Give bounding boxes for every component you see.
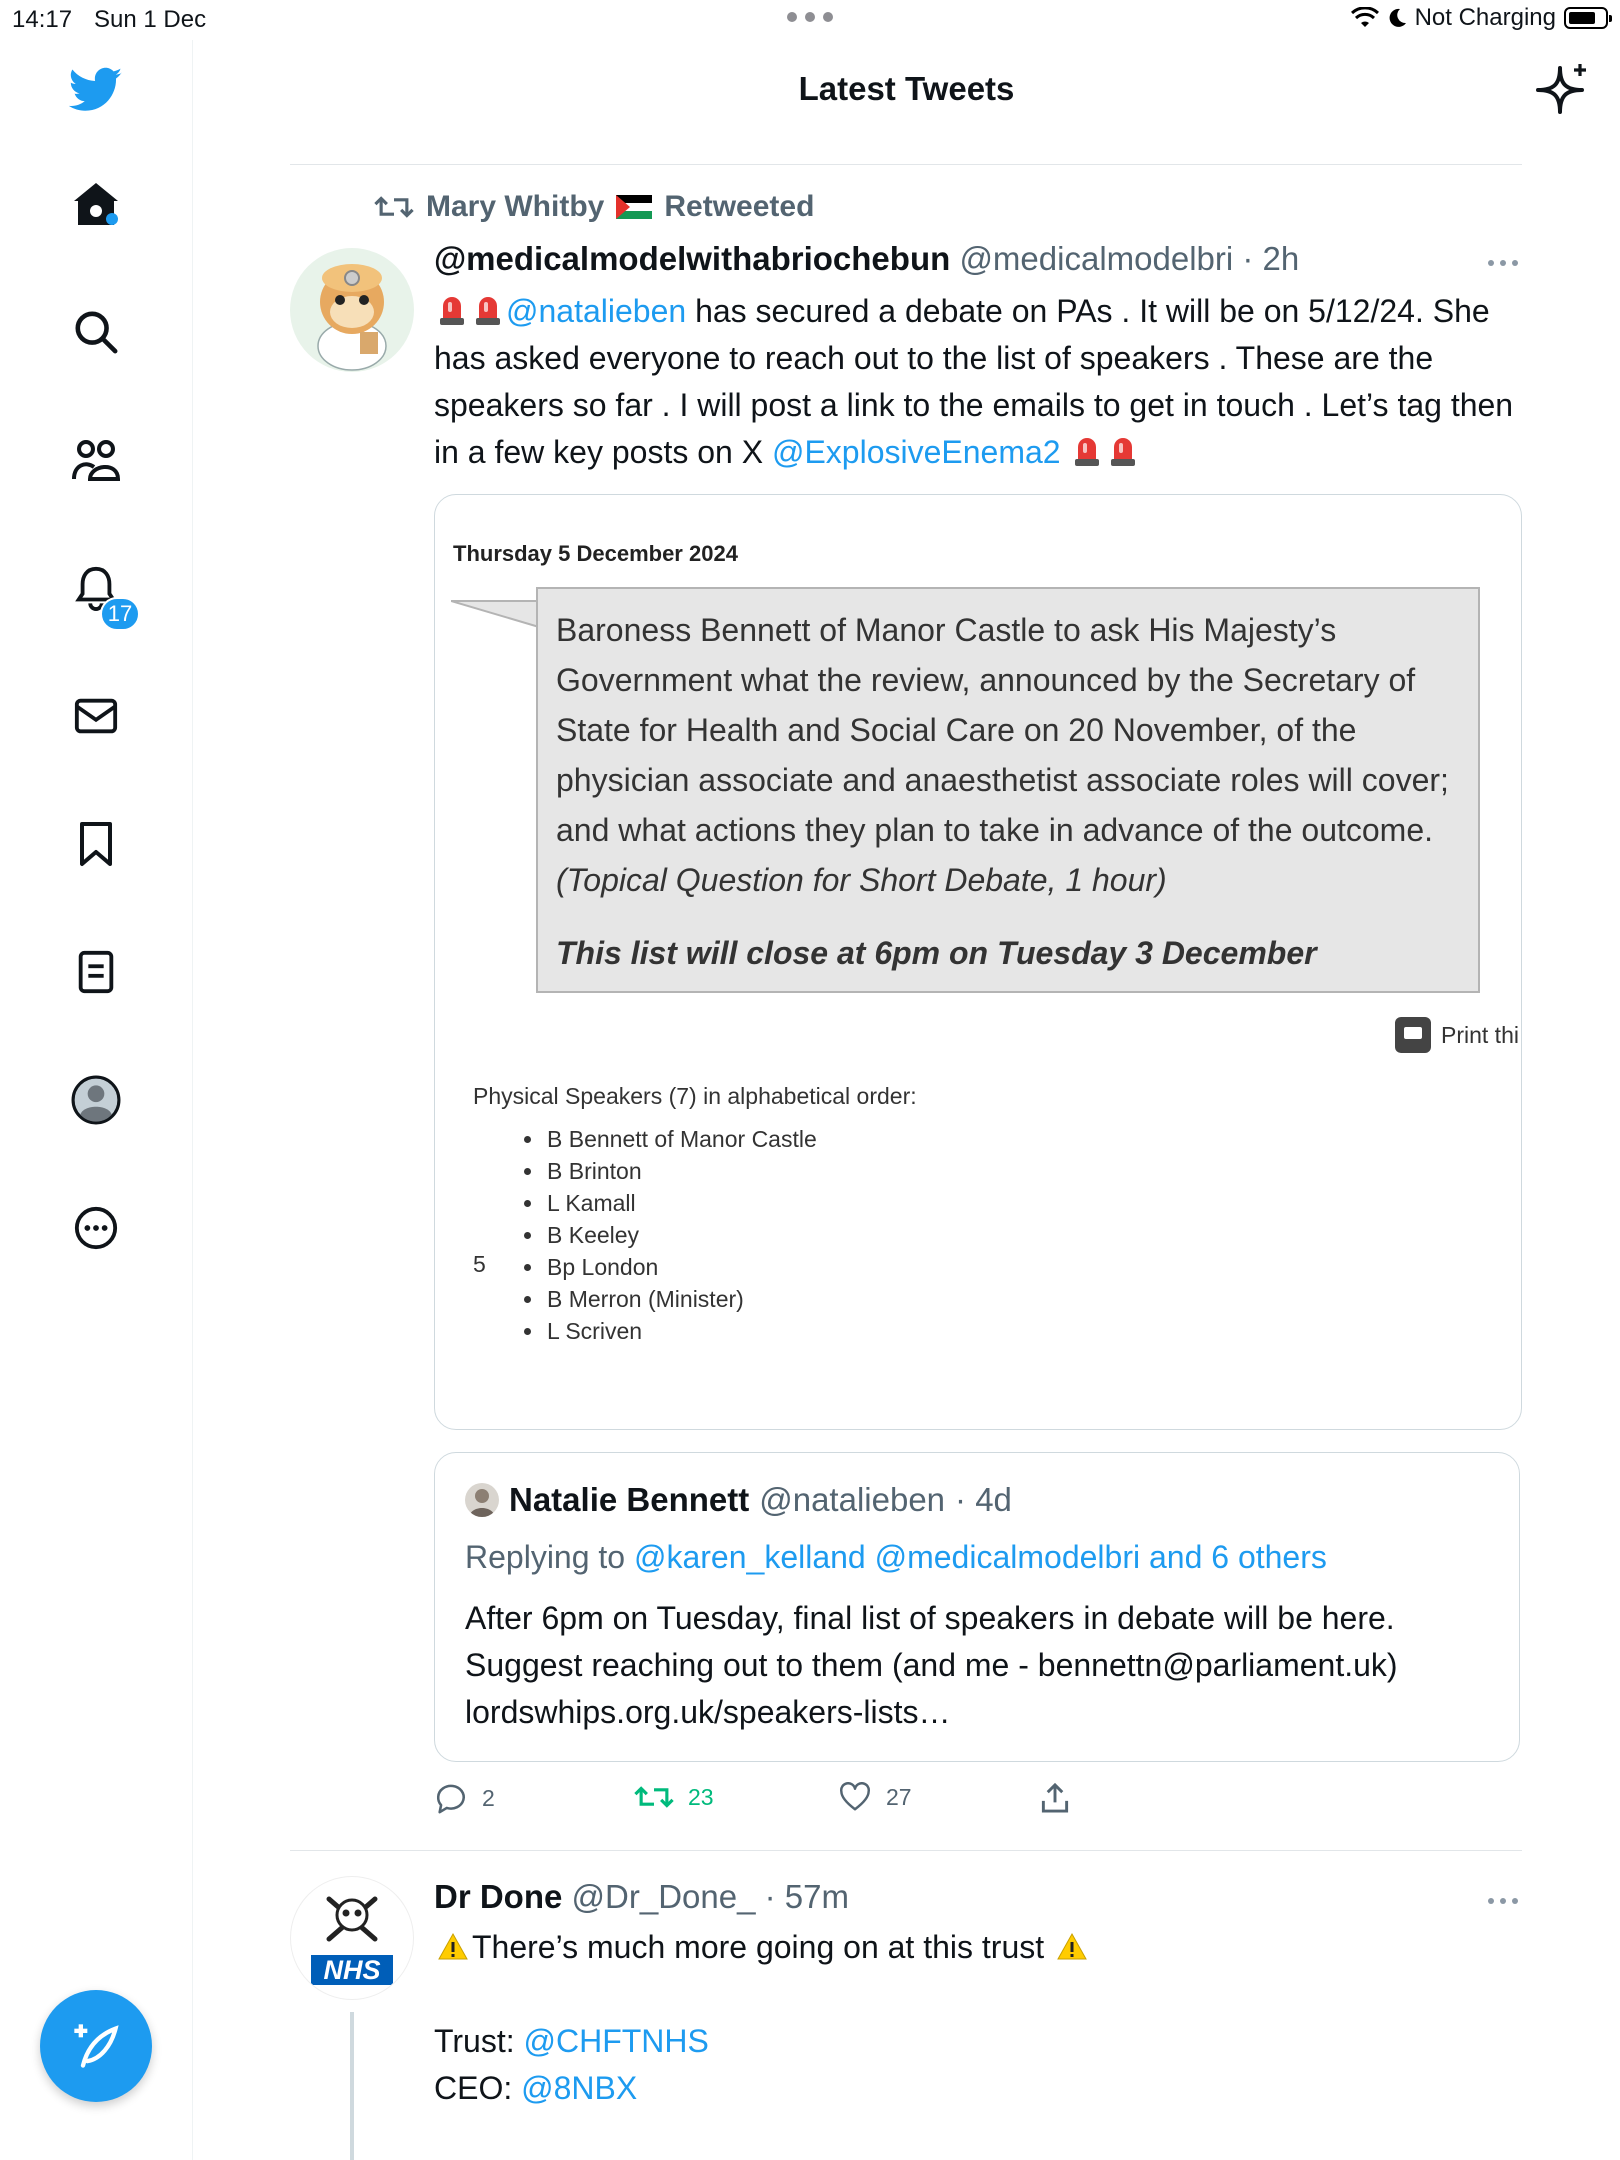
list-closing-note: This list will close at 6pm on Tuesday 3 December <box>556 935 1317 971</box>
tweet-more-button[interactable] <box>1488 260 1518 266</box>
multitasking-dots[interactable] <box>787 12 833 24</box>
quoted-tweet-header <box>465 1481 1012 1519</box>
speaker-item: • B Bennett of Manor Castle <box>545 1123 817 1155</box>
status-date: Sun 1 Dec <box>94 6 207 33</box>
status-time: 14:17 <box>12 6 73 33</box>
skull-crossbones-avatar-icon <box>291 1877 413 1999</box>
status-bar <box>0 0 1620 40</box>
speakers-list-title: Physical Speakers (7) in alphabetical order: <box>473 1083 917 1109</box>
header-divider <box>290 164 1522 165</box>
speakers-list <box>515 1123 817 1347</box>
quoted-author-name: Natalie Bennett <box>509 1481 750 1518</box>
like-button[interactable] <box>838 1782 912 1812</box>
profile-icon[interactable] <box>66 1070 126 1130</box>
debate-question-text: Baroness Bennett of Manor Castle to ask His Majesty’s Government what the review, announced by the Secretary of State for Health and Social Care on 20 November, of the physician associate and anaesthetist associate roles will cover; and what actions they plan to take in advance of the outcome. (Topical Question for Short Debate, 1 hour) <box>556 612 1449 898</box>
tweet-time[interactable]: · 2h <box>1242 240 1300 277</box>
like-count: 27 <box>886 1783 912 1810</box>
tweet-text <box>434 1924 1524 2112</box>
mention-link[interactable]: @8NBX <box>521 2070 638 2106</box>
heart-icon <box>838 1782 872 1812</box>
twitter-logo-icon[interactable] <box>66 60 126 120</box>
printer-icon <box>1395 1017 1431 1053</box>
tweet-actions <box>434 1782 1094 1822</box>
share-icon <box>1040 1782 1070 1814</box>
tweet-text-main: has secured a debate on PAs . It will be on 5/12/24. She has asked everyone to reach out to the list of speakers . These are the speakers so far . I will post a link to the emails to get in touch . Let’s tag then in a few key posts on X <box>434 293 1514 470</box>
ceo-label: CEO: <box>434 2070 522 2106</box>
author-handle[interactable]: @medicalmodelbri <box>959 240 1234 277</box>
lists-icon[interactable] <box>66 942 126 1002</box>
replying-to-mentions[interactable]: @karen_kelland @medicalmodelbri and 6 others <box>633 1539 1327 1575</box>
retweeted-by-name[interactable]: Mary Whitby <box>426 190 605 223</box>
charging-status: Not Charging <box>1414 4 1556 31</box>
battery-icon <box>1564 7 1608 29</box>
speaker-item: • Bp London <box>545 1251 817 1283</box>
speaker-item: • B Keeley <box>545 1219 817 1251</box>
moon-icon <box>1387 7 1407 29</box>
tweet-line: There’s much more going on at this trust <box>472 1929 1045 1965</box>
messages-icon[interactable] <box>66 686 126 746</box>
rotating-light-icon <box>1108 433 1138 467</box>
reply-button[interactable] <box>434 1782 495 1814</box>
compose-feather-icon <box>70 2020 122 2072</box>
tweet-time[interactable]: · 57m <box>764 1878 849 1915</box>
quoted-tweet-text: After 6pm on Tuesday, final list of speakers in debate will be here. Suggest reaching out to them (and me - bennettn@parliament.uk) lordswhips.org.uk/speakers-lists… <box>465 1600 1398 1730</box>
share-button[interactable] <box>1040 1782 1070 1814</box>
print-link: Print thi <box>1395 1017 1519 1053</box>
author-avatar[interactable] <box>290 1876 414 2000</box>
hamster-doctor-avatar-icon <box>290 248 414 372</box>
search-icon[interactable] <box>66 302 126 362</box>
trust-label: Trust: <box>434 2023 524 2059</box>
retweet-button[interactable] <box>634 1782 714 1812</box>
compose-tweet-button[interactable] <box>40 1990 152 2102</box>
page-title: Latest Tweets <box>798 70 1015 107</box>
speaker-item: • B Merron (Minister) <box>545 1283 817 1315</box>
author-avatar[interactable] <box>290 248 414 372</box>
rotating-light-icon <box>1072 433 1102 467</box>
timeline-header <box>193 40 1620 140</box>
warning-icon <box>437 1932 469 1962</box>
author-name[interactable]: @medicalmodelwithabriochebun <box>434 240 951 277</box>
reply-icon <box>434 1782 468 1814</box>
mention-link[interactable]: @CHFTNHS <box>523 2023 709 2059</box>
tweet-divider <box>290 1850 1522 1851</box>
sidebar <box>0 40 193 2160</box>
tweet-header <box>434 240 1299 278</box>
quoted-author-handle: @natalieben <box>759 1481 946 1518</box>
warning-icon <box>1056 1932 1088 1962</box>
notification-count-badge: 17 <box>100 597 140 631</box>
document-date: Thursday 5 December 2024 <box>453 541 738 566</box>
nhs-avatar-text: NHS <box>323 1955 381 1985</box>
wifi-icon <box>1351 7 1379 29</box>
tweet-header <box>434 1878 849 1916</box>
retweet-icon <box>634 1782 674 1812</box>
reply-count: 2 <box>482 1784 495 1811</box>
retweeted-label: Retweeted <box>664 190 815 223</box>
retweet-icon <box>374 192 414 222</box>
mention-link[interactable]: @natalieben <box>506 293 687 329</box>
speaker-item: • B Brinton <box>545 1155 817 1187</box>
quoted-author-avatar <box>465 1483 499 1517</box>
more-icon[interactable] <box>66 1198 126 1258</box>
callout-tail <box>451 599 541 629</box>
list-page-number: 5 <box>473 1251 486 1277</box>
rotating-light-icon <box>473 292 503 326</box>
tweet-more-button[interactable] <box>1488 1898 1518 1904</box>
home-unread-dot <box>106 213 118 225</box>
thread-connector-line <box>350 2012 354 2160</box>
debate-question-box <box>536 587 1480 993</box>
sparkle-icon[interactable] <box>1536 62 1592 118</box>
retweet-count: 23 <box>688 1783 714 1810</box>
replying-to: Replying to @karen_kelland @medicalmodelbri and 6 others <box>465 1539 1327 1575</box>
communities-icon[interactable] <box>66 430 126 490</box>
status-right <box>1351 4 1608 32</box>
quoted-tweet[interactable] <box>434 1452 1520 1762</box>
tweet-text <box>434 288 1524 476</box>
home-icon[interactable] <box>66 174 126 234</box>
quoted-tweet-time: · 4d <box>955 1481 1012 1518</box>
speaker-item: • L Kamall <box>545 1187 817 1219</box>
retweet-context[interactable] <box>374 190 814 224</box>
author-name[interactable]: Dr Done <box>434 1878 563 1915</box>
palestine-flag-icon <box>616 195 652 219</box>
rotating-light-icon <box>437 292 467 326</box>
author-handle[interactable]: @Dr_Done_ <box>571 1878 756 1915</box>
bookmarks-icon[interactable] <box>66 814 126 874</box>
mention-link[interactable]: @ExplosiveEnema2 <box>771 434 1061 470</box>
tweet-media-image[interactable] <box>434 494 1522 1430</box>
speaker-item: • L Scriven <box>545 1315 817 1347</box>
